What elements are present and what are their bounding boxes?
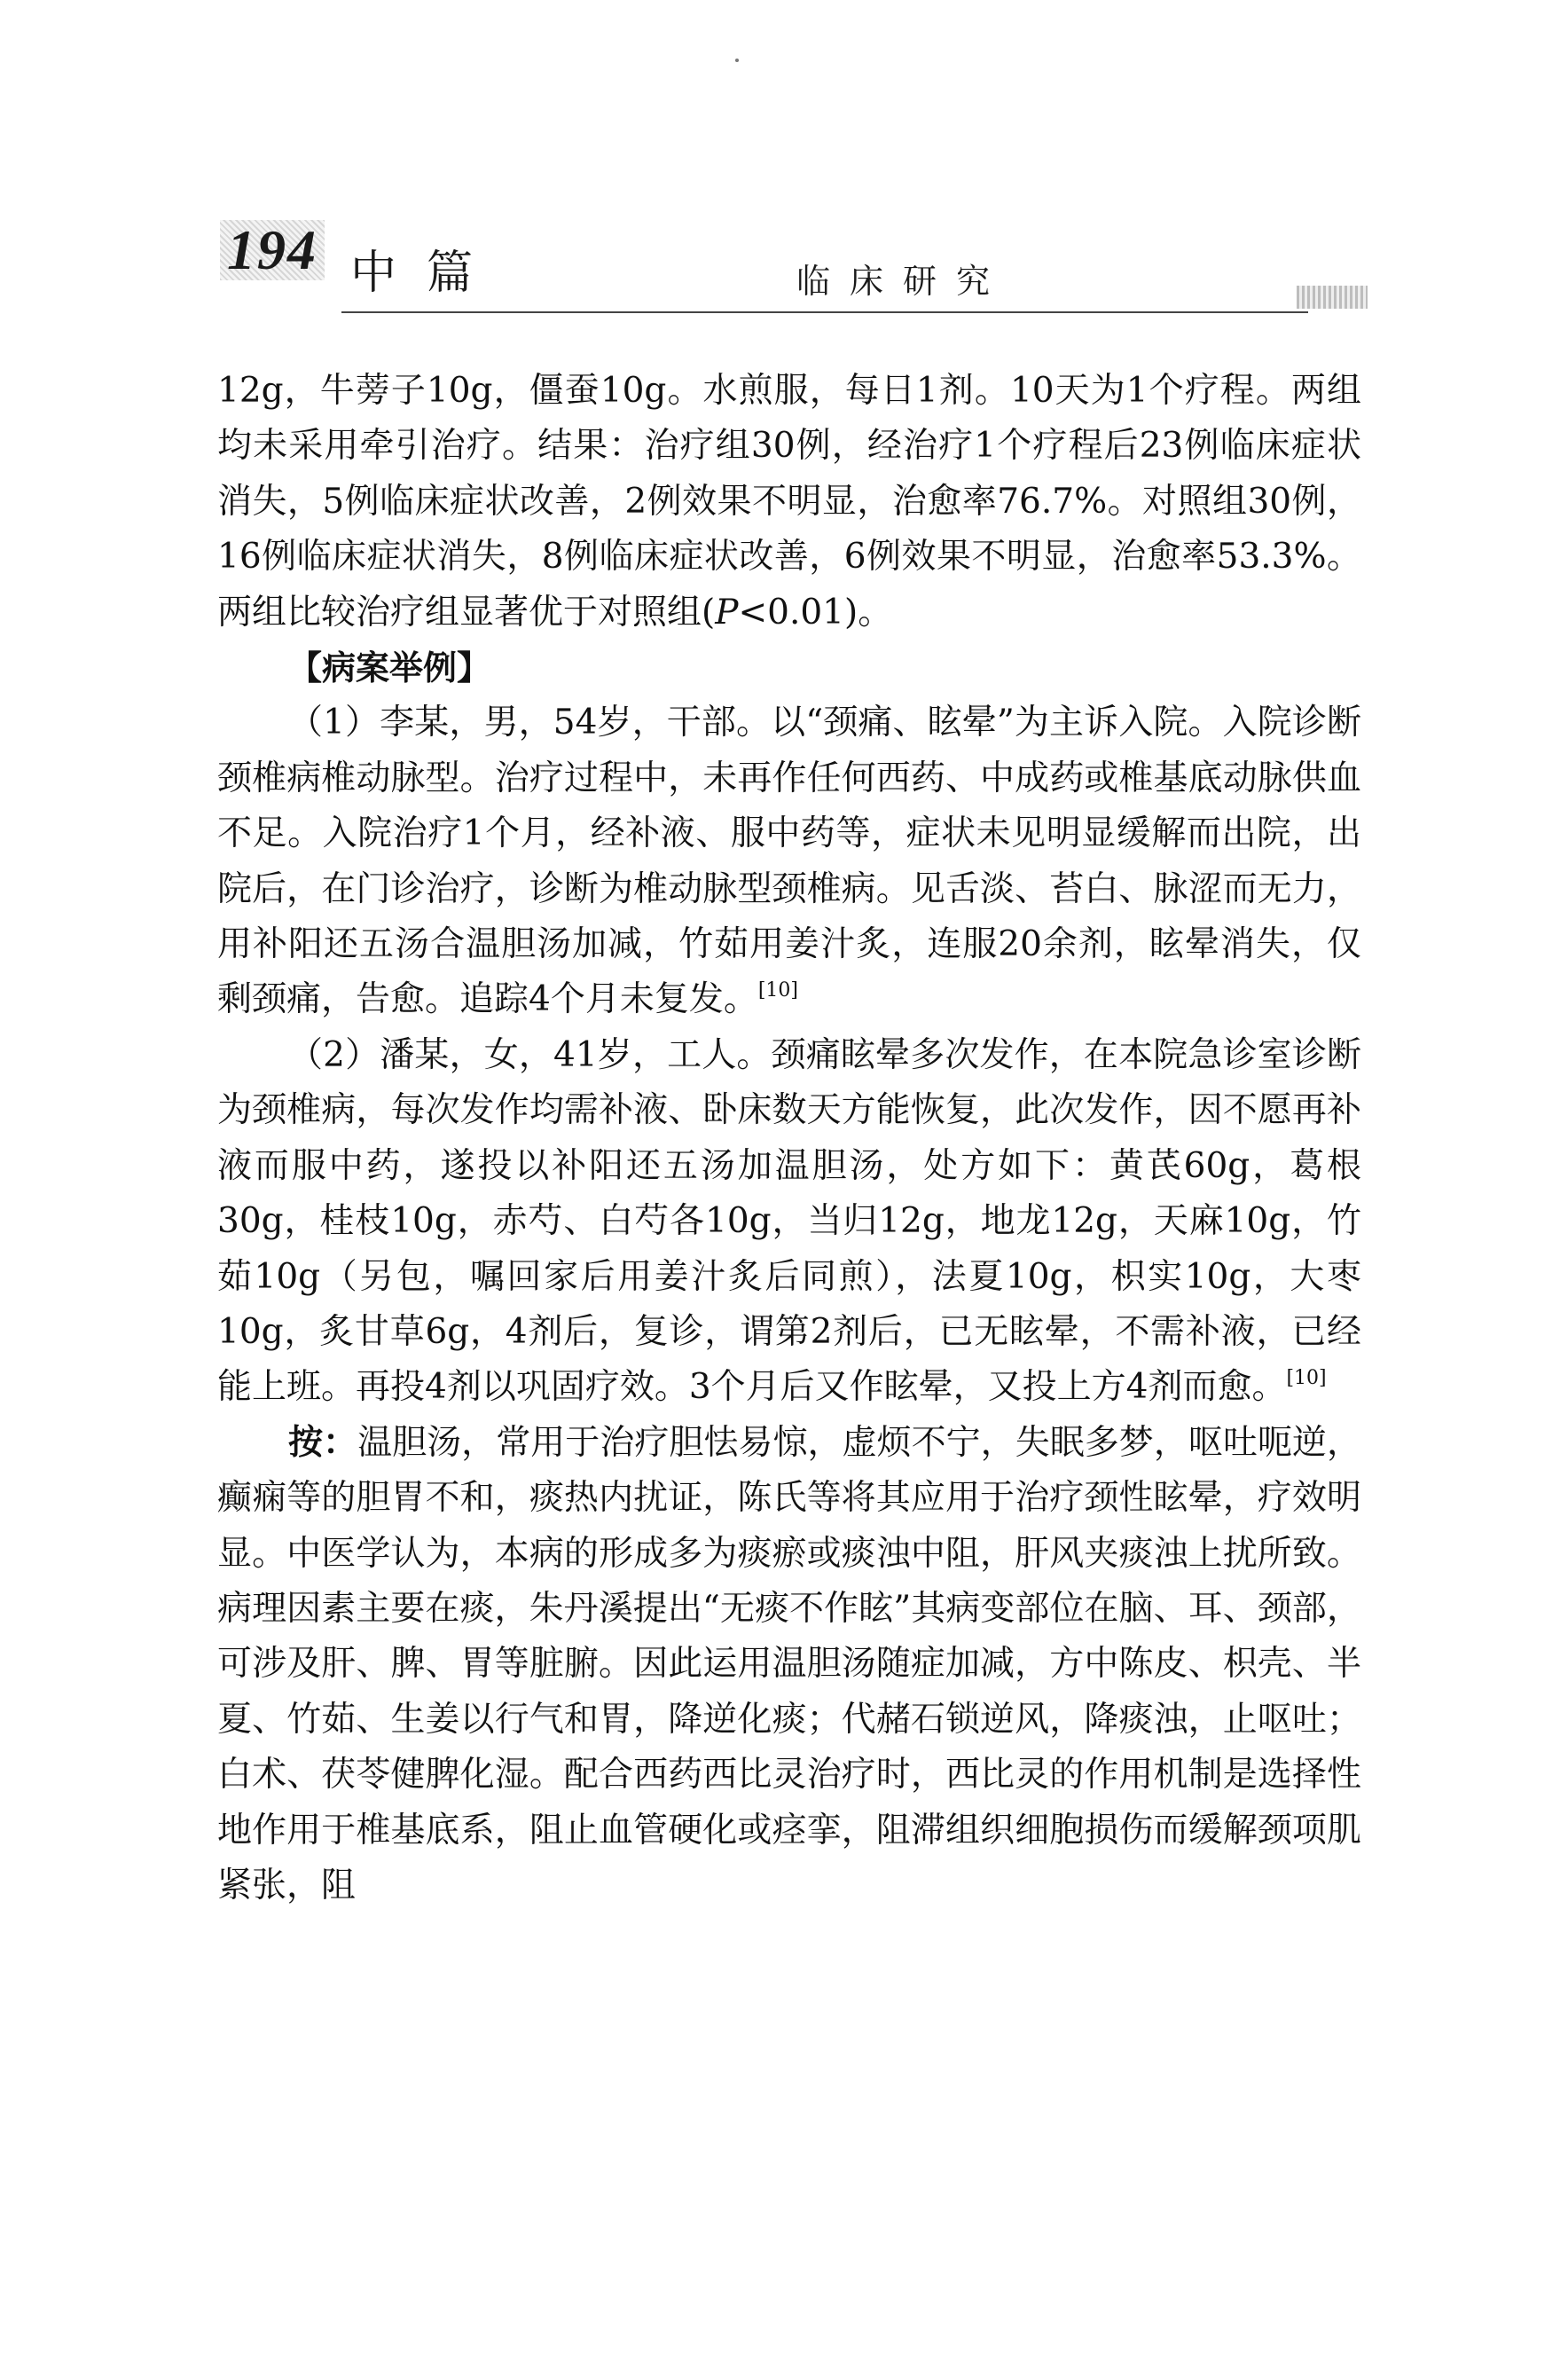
note-label: 按： [288, 1422, 358, 1463]
case-2-text: （2）潘某，女，41岁，工人。颈痛眩晕多次发作，在本院急诊室诊断为颈椎病，每次发作均需补液、卧床数天方能恢复，此次发作，因不愿再补液而服中药，遂投以补阳还五汤加温胆汤，处方如下：黄芪60g，葛根30g，桂枝10g，赤芍、白芍各10g，当归12g，地龙12g，天麻10g，竹茹10g（另包，嘱回家后用姜汁炙后同煎），法夏10g，枳实10g，大枣10g，炙甘草6g，4剂后，复诊，谓第2剂后，已无眩晕，不需补液，已经能上班。再投4剂以巩固疗效。3个月后又作眩晕，又投上方4剂而愈。 [217, 1034, 1361, 1408]
header-rule [341, 311, 1308, 313]
paragraph-results [217, 364, 1361, 640]
citation-ref: [10] [1286, 1367, 1327, 1390]
results-text-end: <0.01)。 [738, 592, 893, 632]
scan-speck [735, 59, 739, 62]
p-symbol: P [715, 592, 739, 632]
results-text: 12g，牛蒡子10g，僵蚕10g。水煎服，每日1剂。10天为1个疗程。两组均未采用牵引治疗。结果：治疗组30例，经治疗1个疗程后23例临床症状消失，5例临床症状改善，2例效果不明显，治愈率76.7%。对照组30例，16例临床症状消失，8例临床症状改善，6例效果不明显，治愈率53.3%。两组比较治疗组显著优于对照组( [217, 371, 1361, 632]
citation-ref: [10] [757, 979, 798, 1002]
paragraph-case-1 [217, 695, 1361, 1027]
paragraph-note [217, 1416, 1361, 1914]
body-text [217, 364, 1361, 1913]
section-title: 中篇 [350, 247, 504, 300]
paragraph-case-2 [217, 1028, 1361, 1416]
chapter-title: 临床研究 [796, 262, 1010, 301]
section-heading: 【病案举例】 [288, 648, 491, 688]
note-text: 温胆汤，常用于治疗胆怯易惊，虚烦不宁，失眠多梦，呕吐呃逆，癫痫等的胆胃不和，痰热内扰证，陈氏等将其应用于治疗颈性眩晕，疗效明显。中医学认为，本病的形成多为痰瘀或痰浊中阻，肝风夹痰浊上扰所致。病理因素主要在痰，朱丹溪提出“无痰不作眩”其病变部位在脑、耳、颈部，可涉及肝、脾、胃等脏腑。因此运用温胆汤随症加减，方中陈皮、枳壳、半夏、竹茹、生姜以行气和胃，降逆化痰；代赭石锁逆风，降痰浊，止呕吐；白术、茯苓健脾化湿。配合西药西比灵治疗时，西比灵的作用机制是选择性地作用于椎基底系，阻止血管硬化或痉挛，阻滞组织细胞损伤而缓解颈项肌紧张，阻 [217, 1422, 1361, 1905]
header-ornament [1297, 286, 1368, 309]
case-1-text: （1）李某，男，54岁，干部。以“颈痛、眩晕”为主诉入院。入院诊断颈椎病椎动脉型。治疗过程中，未再作任何西药、中成药或椎基底动脉供血不足。入院治疗1个月，经补液、服中药等，症状未见明显缓解而出院，出院后，在门诊治疗，诊断为椎动脉型颈椎病。见舌淡、苔白、脉涩而无力，用补阳还五汤合温胆汤加减，竹茹用姜汁炙，连服20余剂，眩晕消失，仅剩颈痛，告愈。追踪4个月未复发。 [217, 703, 1361, 1020]
page-number: 194 [220, 220, 325, 280]
